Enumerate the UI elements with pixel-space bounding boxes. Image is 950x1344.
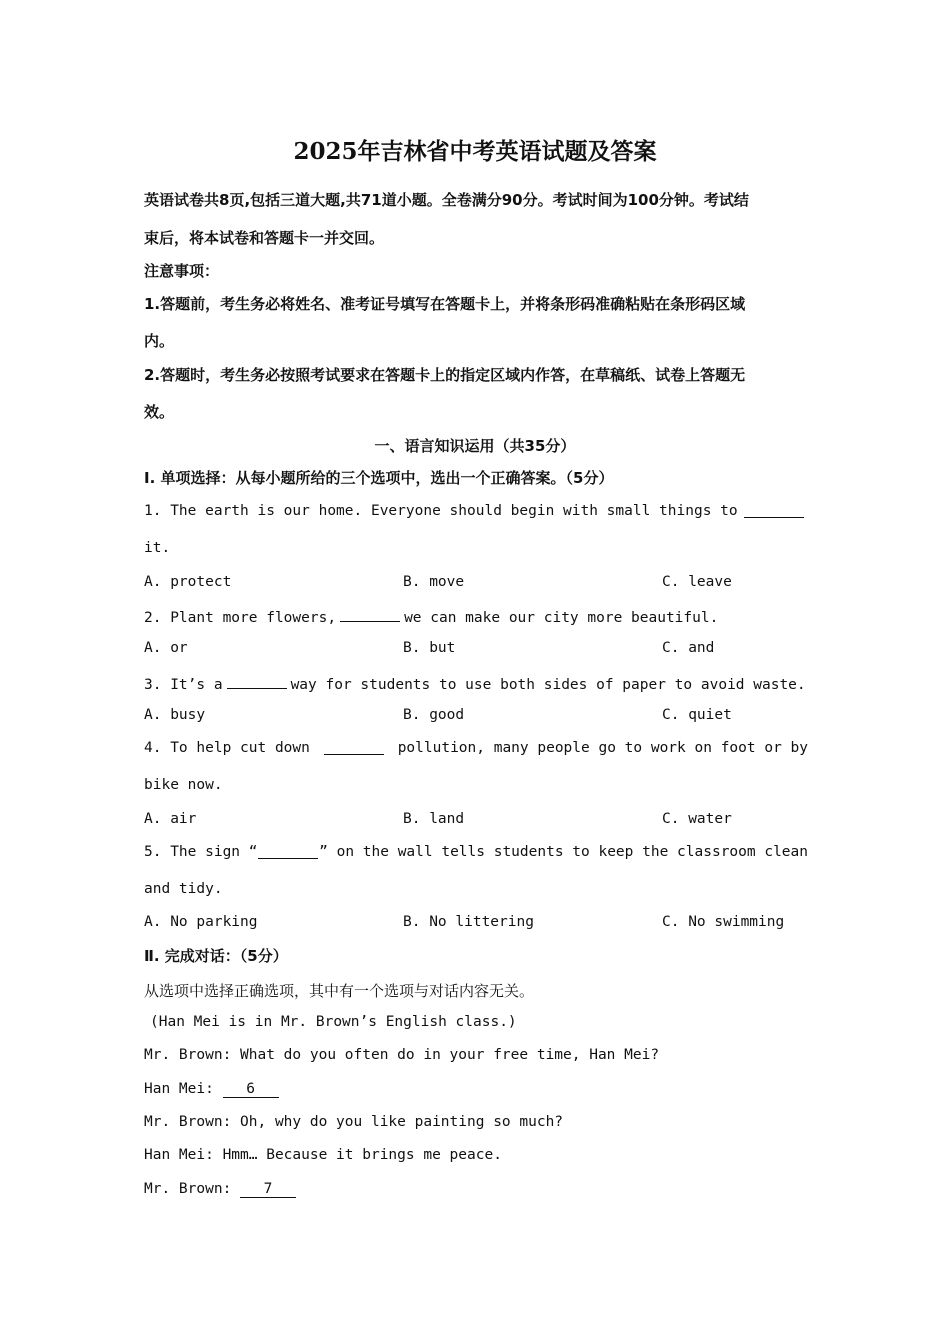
answer-blank [227,674,287,689]
answer-blank [744,503,804,518]
notice-item-2-line-2: 效。 [144,403,175,421]
question-3-text-before: 3. It’s a [144,677,223,693]
question-3-option-b: B. good [403,707,465,723]
question-1-line-1 [144,503,808,519]
dialogue-context: (Han Mei is in Mr. Brown’s English class.) [150,1014,517,1030]
notice-item-2-line-1: 2.答题时，考生务必按照考试要求在答题卡上的指定区域内作答，在草稿纸、试卷上答题无 [144,366,746,384]
question-4-line-2: bike now. [144,777,223,793]
answer-blank-6: 6 [223,1081,279,1098]
question-3-option-a: A. busy [144,707,206,723]
question-3-option-c: C. quiet [662,707,732,723]
question-5-text-after: ” on the wall tells students to keep the classroom clean [319,844,808,860]
question-4-option-b: B. land [403,811,465,827]
dialogue-line-1: Mr. Brown: What do you often do in your free time, Han Mei? [144,1047,660,1063]
question-1-line-2: it. [144,540,171,556]
question-2-option-c: C. and [662,640,715,656]
part-2-heading: Ⅱ. 完成对话：（5分） [144,947,288,965]
section-heading: 一、语言知识运用（共35分） [374,437,576,455]
question-1-option-b: B. move [403,574,465,590]
question-2-text-after: we can make our city more beautiful. [404,610,719,626]
question-2-text-before: 2. Plant more flowers, [144,610,337,626]
answer-blank [258,844,318,859]
notice-heading: 注意事项： [144,262,220,280]
part-1-heading: Ⅰ. 单项选择：从每小题所给的三个选项中，选出一个正确答案。（5分） [144,469,614,487]
question-4-option-c: C. water [662,811,732,827]
question-5-option-b: B. No littering [403,914,534,930]
question-2-option-a: A. or [144,640,188,656]
question-2-option-b: B. but [403,640,456,656]
dialogue-speaker: Han Mei: [144,1081,223,1097]
intro-line-2: 束后，将本试卷和答题卡一并交回。 [144,229,385,247]
question-5-option-a: A. No parking [144,914,258,930]
question-1-option-c: C. leave [662,574,732,590]
dialogue-line-2 [144,1081,808,1098]
dialogue-line-3: Mr. Brown: Oh, why do you like painting so much? [144,1114,564,1130]
question-1-text: 1. The earth is our home. Everyone should begin with small things to [144,503,738,519]
question-3-line [144,674,808,693]
question-4-text-before: 4. To help cut down [144,740,310,756]
page-title: 2025年吉林省中考英语试题及答案 [293,138,657,165]
part-2-instruction: 从选项中选择正确选项，其中有一个选项与对话内容无关。 [144,982,535,1000]
question-1-option-a: A. protect [144,574,232,590]
dialogue-speaker: Mr. Brown: [144,1181,241,1197]
question-3-text-after: way for students to use both sides of paper to avoid waste. [290,677,806,693]
question-4-line-1 [144,740,808,756]
answer-blank [324,740,384,755]
intro-line-1: 英语试卷共8页,包括三道大题,共71道小题。全卷满分90分。考试时间为100分钟。考试结 [144,191,749,209]
question-4-text-after: pollution, many people go to work on foot or by [397,740,808,756]
question-5-line-2: and tidy. [144,881,223,897]
question-4-option-a: A. air [144,811,197,827]
notice-item-1-line-2: 内。 [144,332,175,350]
answer-blank [340,607,400,622]
question-5-text-before: 5. The sign “ [144,844,258,860]
answer-blank-7: 7 [240,1181,296,1198]
notice-item-1-line-1: 1.答题前，考生务必将姓名、准考证号填写在答题卡上，并将条形码准确粘贴在条形码区域 [144,295,746,313]
question-5-line-1 [144,844,808,860]
dialogue-line-5 [144,1181,808,1198]
question-2-line [144,607,808,626]
question-5-option-c: C. No swimming [662,914,785,930]
dialogue-line-4: Han Mei: Hmm… Because it brings me peace. [144,1147,502,1163]
